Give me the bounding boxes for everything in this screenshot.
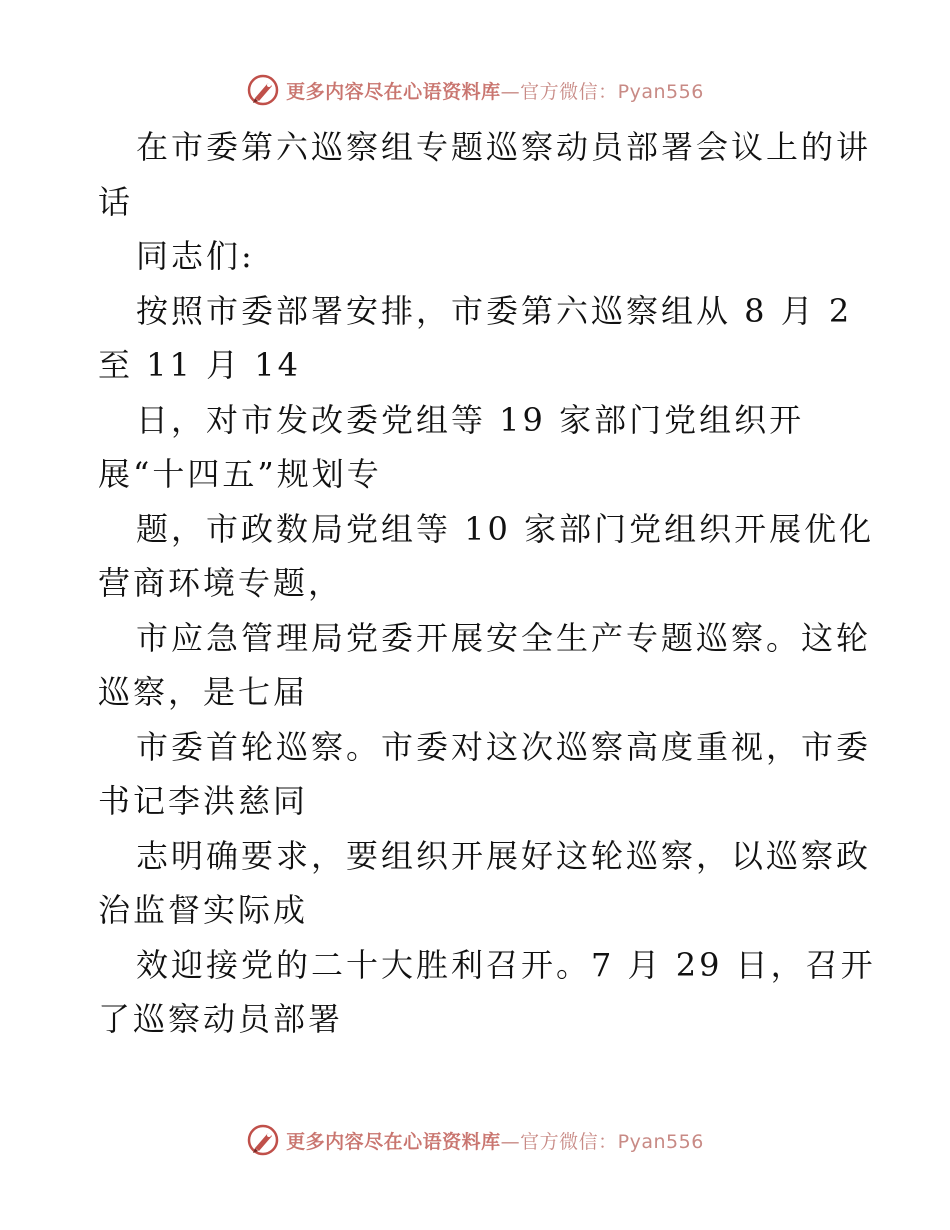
banner-title: 更多内容尽在心语资料库 xyxy=(286,80,501,103)
paragraph-line: 营商环境专题， xyxy=(98,564,344,602)
banner-contact: 官方微信：Pyan556 xyxy=(520,80,704,103)
paragraph-line: 效迎接党的二十大胜利召开。7 月 29 日，召开 xyxy=(136,945,876,984)
footer-banner xyxy=(0,1120,950,1160)
paragraph-line: 志明确要求，要组织开展好这轮巡察，以巡察政 xyxy=(136,836,872,875)
document-title: 在市委第六巡察组专题巡察动员部署会议上的讲 xyxy=(136,128,872,166)
paragraph-line: 了巡察动员部署 xyxy=(98,1000,344,1038)
paragraph-line: 按照市委部署安排，市委第六巡察组从 8 月 2 xyxy=(136,291,853,330)
paragraph-line: 市委首轮巡察。市委对这次巡察高度重视，市委 xyxy=(136,727,872,766)
document-title-continued: 话 xyxy=(98,182,134,221)
document-body xyxy=(98,120,876,1047)
banner-separator: — xyxy=(500,80,521,103)
paragraph-line: 巡察，是七届 xyxy=(98,673,309,711)
pen-logo-icon xyxy=(246,1123,280,1157)
banner-separator: — xyxy=(500,1130,521,1153)
paragraph-line: 市应急管理局党委开展安全生产专题巡察。这轮 xyxy=(136,618,872,657)
header-banner xyxy=(0,70,950,110)
paragraph-line: 日，对市发改委党组等 19 家部门党组织开 xyxy=(136,400,805,439)
paragraph-line: 展“十四五”规划专 xyxy=(98,455,382,493)
banner-contact: 官方微信：Pyan556 xyxy=(520,1130,704,1153)
salutation: 同志们: xyxy=(136,237,255,275)
paragraph-line: 至 11 月 14 xyxy=(98,346,301,384)
paragraph-line: 题，市政数局党组等 10 家部门党组织开展优化 xyxy=(136,509,875,548)
banner-title: 更多内容尽在心语资料库 xyxy=(286,1130,501,1153)
paragraph-line: 书记李洪慈同 xyxy=(98,782,309,820)
pen-logo-icon xyxy=(246,73,280,107)
paragraph-line: 治监督实际成 xyxy=(98,891,309,929)
